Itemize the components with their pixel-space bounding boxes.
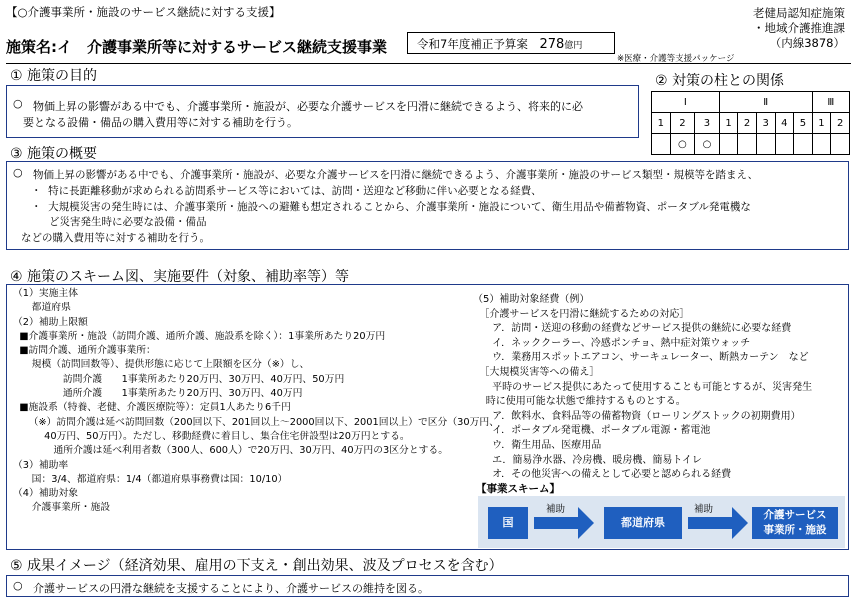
right-line: ウ．業務用スポットエアコン、サーキュレーター、断熱カーテン など xyxy=(473,352,809,364)
section1-line1: 物価上昇の影響がある中でも、介護事業所・施設が、必要な介護サービスを円滑に継続できるよう、将来的に必 xyxy=(33,100,583,113)
package-note: ※医療・介護等支援パッケージ xyxy=(617,54,735,64)
right-line: 時に使用可能な状態で維持するものとする。 xyxy=(473,396,686,408)
left-line: （1）実施主体 xyxy=(13,288,79,299)
num-cell: 1 xyxy=(812,113,831,134)
left-line: 通所介護 1事業所あたり20万円、30万円、40万円 xyxy=(13,388,303,400)
right-line: イ．ネッククーラー、冷感ポンチョ、熱中症対策ウォッチ xyxy=(473,337,751,349)
dept-line3: （内線3878） xyxy=(769,36,845,50)
right-line: 平時のサービス提供にあたって使用することも可能とするが、災害発生 xyxy=(473,381,813,393)
section3-line3: ・ 大規模災害の発生時には、介護事業所・施設への避難も想定されることから、介護事業所・施設について、衛生用品や備蓄物資、ポータブル発電機な xyxy=(31,201,751,213)
left-line: （※）訪問介護は延べ訪問回数（200回以下、201回以上～2000回以下、2001回以上）で区分（30万円、 xyxy=(13,416,499,428)
node-country: 国 xyxy=(488,507,528,539)
left-line: ■訪問介護、通所介護事業所： xyxy=(13,345,156,357)
node-prefecture: 都道府県 xyxy=(604,507,682,539)
section3-line1: 物価上昇の影響がある中でも、介護事業所・施設が、必要な介護サービスを円滑に継続できるよう、介護事業所・施設のサービス類型・規模等を踏まえ、 xyxy=(33,169,759,181)
mark-cell xyxy=(812,134,831,155)
budget-box xyxy=(407,32,615,54)
num-cell: 2 xyxy=(831,113,850,134)
left-line: 国：3/4、都道府県：1/4（都道府県事務費は国：10/10） xyxy=(13,473,288,485)
budget-amount: 278 xyxy=(539,37,565,52)
page-title: 施策名:イ 介護事業所等に対するサービス継続支援事業 xyxy=(6,38,388,56)
budget-unit: 億円 xyxy=(564,41,583,51)
right-line: エ．簡易浄水器、冷房機、暖房機、簡易トイレ xyxy=(473,454,702,466)
bullet-circle: ○ xyxy=(13,166,23,179)
left-line: （4）補助対象 xyxy=(13,488,79,500)
section3-box xyxy=(6,161,849,250)
left-line: （3）補助率 xyxy=(13,459,69,471)
section5-box xyxy=(6,575,849,597)
left-line: ■介護事業所・施設（訪問介護、通所介護、施設系を除く）：1事業所あたり20万円 xyxy=(13,330,386,342)
right-line: （5）補助対象経費（例） xyxy=(473,294,590,305)
right-line: イ．ポータブル発電機、ポータブル電源・蓄電池 xyxy=(473,425,711,437)
mark-cell xyxy=(652,134,671,155)
group-II: Ⅱ xyxy=(719,92,812,113)
section4-heading: ④ 施策のスキーム図、実施要件（対象、補助率等）等 xyxy=(10,269,349,285)
node-care-line2: 事業所・施設 xyxy=(763,524,827,536)
section3-line4: ど災害発生時に必要な設備・備品 xyxy=(49,216,207,228)
left-line: （2）補助上限額 xyxy=(13,316,88,328)
right-line: ウ．衛生用品、医療用品 xyxy=(473,439,602,451)
section3-line5: などの購入費用等に対する補助を行う。 xyxy=(21,232,210,244)
section3-line2: ・ 特に長距離移動が求められる訪問系サービス等においては、訪問・送迎など移動に伴い必要となる経費、 xyxy=(31,185,542,197)
section3-heading: ③ 施策の概要 xyxy=(10,146,98,162)
bullet-circle: ○ xyxy=(13,97,23,110)
num-cell: 3 xyxy=(695,113,720,134)
num-cell: 1 xyxy=(719,113,738,134)
group-I: Ⅰ xyxy=(652,92,720,113)
section2-heading: ② 対策の柱との関係 xyxy=(655,73,785,89)
num-cell: 5 xyxy=(794,113,813,134)
pillars-mark-row xyxy=(652,134,850,155)
divider-1 xyxy=(6,63,851,64)
node-care-line1: 介護サービス xyxy=(763,509,827,521)
left-line: 訪問介護 1事業所あたり20万円、30万円、40万円、50万円 xyxy=(13,373,345,385)
num-cell: 3 xyxy=(756,113,775,134)
left-line: 介護事業所・施設 xyxy=(13,502,111,514)
num-cell: 2 xyxy=(670,113,695,134)
right-line: ア．訪問・送迎の移動の経費などサービス提供の継続に必要な経費 xyxy=(473,323,792,335)
left-line: 規模（訪問回数等）、提供形態に応じて上限額を区分（※）し、 xyxy=(13,359,310,371)
mark-cell: ○ xyxy=(670,134,695,155)
mark-cell xyxy=(775,134,794,155)
left-line: 40万円、50万円）。ただし、移動経費に着目し、集合住宅併設型は20万円とする。 xyxy=(13,430,410,442)
scheme-title: 【事業スキーム】 xyxy=(476,483,560,495)
left-line: 都道府県 xyxy=(13,302,71,314)
dept-line1: 老健局認知症施策 xyxy=(753,6,845,20)
section1-line2: 要となる設備・備品の購入費用等に対する補助を行う。 xyxy=(23,116,298,129)
arrow-label: 補助 xyxy=(546,504,566,515)
node-care-facility xyxy=(752,507,838,539)
mark-cell xyxy=(794,134,813,155)
mark-cell xyxy=(831,134,850,155)
pillars-group-row xyxy=(652,92,850,113)
requirements-column xyxy=(13,287,499,516)
left-line: ■施設系（特養、老健、介護医療院等）：定員1人あたり6千円 xyxy=(13,402,291,414)
mark-cell xyxy=(756,134,775,155)
pillars-table xyxy=(651,91,850,155)
section1-heading: ① 施策の目的 xyxy=(10,68,98,84)
mark-cell: ○ xyxy=(695,134,720,155)
arrow-right-icon xyxy=(578,507,594,539)
right-line: ［大規模災害等への備え］ xyxy=(473,366,600,378)
dept-line2: ・地域介護推進課 xyxy=(753,21,845,35)
num-cell: 4 xyxy=(775,113,794,134)
eligible-expenses-column xyxy=(473,293,843,483)
bullet-circle: ○ xyxy=(13,579,23,592)
pillars-number-row xyxy=(652,113,850,134)
arrow-shaft xyxy=(688,517,734,529)
group-III: Ⅲ xyxy=(812,92,849,113)
budget-label: 令和7年度補正予算案 xyxy=(417,37,528,51)
mark-cell xyxy=(738,134,757,155)
category-label: 【○介護事業所・施設のサービス継続に対する支援】 xyxy=(6,5,281,19)
arrow-shaft xyxy=(534,517,580,529)
scheme-diagram xyxy=(478,496,845,548)
department-info xyxy=(753,6,845,51)
right-line: ［介護サービスを円滑に継続するための対応］ xyxy=(473,308,690,320)
num-cell: 2 xyxy=(738,113,757,134)
section5-line1: 介護サービスの円滑な継続を支援することにより、介護サービスの維持を図る。 xyxy=(33,582,429,595)
section5-heading: ⑤ 成果イメージ（経済効果、雇用の下支え・創出効果、波及プロセスを含む） xyxy=(10,558,503,574)
section1-box xyxy=(6,85,639,138)
right-line: ア．飲料水、食料品等の備蓄物資（ローリングストックの初期費用） xyxy=(473,410,801,422)
left-line: 通所介護は延べ利用者数（300人、600人）で20万円、30万円、40万円の3区分とする。 xyxy=(13,445,449,457)
arrow-label: 補助 xyxy=(694,504,714,515)
right-line: オ．その他災害への備えとして必要と認められる経費 xyxy=(473,469,732,481)
mark-cell xyxy=(719,134,738,155)
arrow-right-icon xyxy=(732,507,748,539)
num-cell: 1 xyxy=(652,113,671,134)
